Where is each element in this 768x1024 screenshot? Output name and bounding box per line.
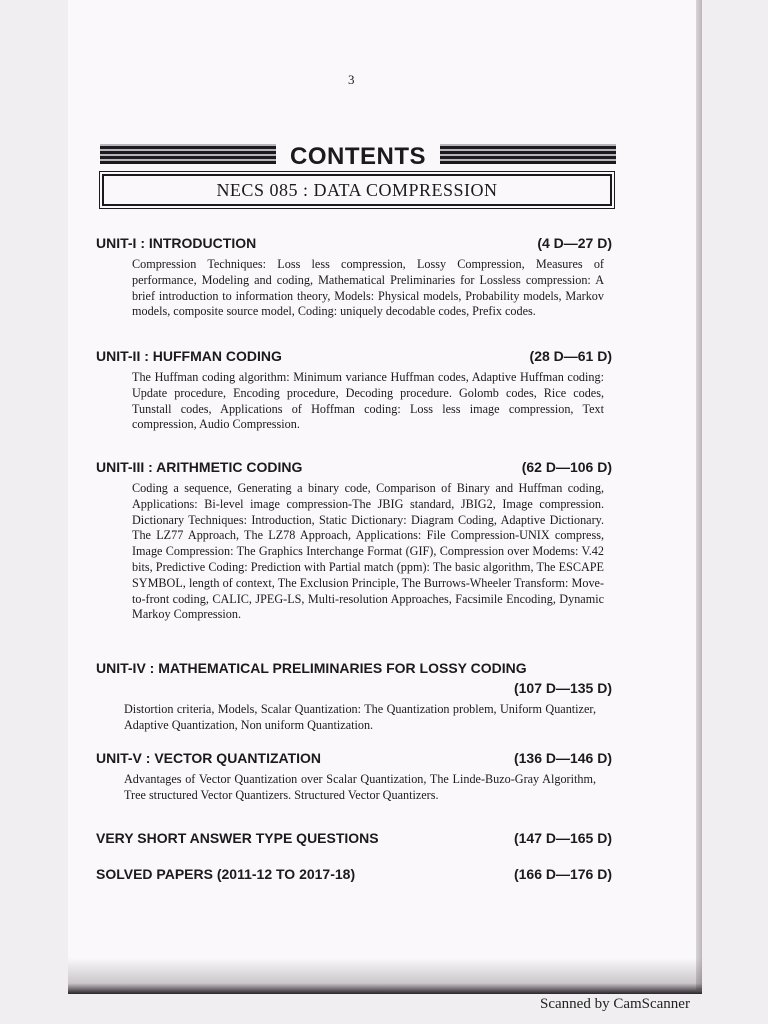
contents-title: CONTENTS (290, 143, 426, 170)
unit-page-range: (4 D—27 D) (537, 235, 612, 251)
unit-description: The Huffman coding algorithm: Minimum variance Huffman codes, Adaptive Huffman coding: Update procedure, Encoding procedure, Decoding procedure. Golomb codes, Rice codes, Tunstall codes, Applications of Hoffman coding: Loss less image compression, Text compression, Audio Compression. (132, 370, 604, 432)
unit-title: UNIT-II : HUFFMAN CODING (96, 348, 282, 364)
unit-description: Advantages of Vector Quantization over Scalar Quantization, The Linde-Buzo-Gray Algorithm, Tree structured Vector Quantizers. Structured Vector Quantizers. (124, 772, 596, 802)
unit-title: UNIT-V : VECTOR QUANTIZATION (96, 750, 322, 766)
entry-title: VERY SHORT ANSWER TYPE QUESTIONS (96, 830, 379, 846)
unit-heading (96, 750, 612, 770)
entry-page-range: (147 D—165 D) (513, 830, 612, 846)
unit-description: Distortion criteria, Models, Scalar Quantization: The Quantization problem, Uniform Quantizer, Adaptive Quantization, Non uniform Quantization. (124, 702, 596, 732)
unit-2 (96, 348, 612, 433)
unit-heading (96, 235, 612, 255)
unit-page-range: (136 D—146 D) (513, 750, 612, 766)
banner-bar-right (440, 144, 616, 164)
unit-description: Compression Techniques: Loss less compression, Lossy Compression, Measures of performance, Modeling and coding, Mathematical Preliminaries for Lossless compression: A brief introduction to information theory, Models: Physical models, Probability models, Markov models, composite source model, Coding: uniquely decodable codes, Prefix codes. (132, 257, 604, 319)
entry-title: SOLVED PAPERS (2011-12 TO 2017-18) (96, 866, 356, 882)
page-number: 3 (348, 72, 355, 87)
subject-title: NECS 085 : DATA COMPRESSION (102, 174, 612, 206)
solved-papers-entry (96, 866, 612, 886)
unit-description: Coding a sequence, Generating a binary code, Comparison of Binary and Huffman coding, Applications: Bi-level image compression-The JBIG standard, JBIG2, Image compression. Dictionary Techniques: Introduction, Static Dictionary: Diagram Coding, Adaptive Dictionary. The LZ77 Approach, The LZ78 Approach, Applications: File Compression-UNIX compress, Image Compression: The Graphics Interchange Format (GIF), Compression over Modems: V.42 bits, Predictive Coding: Prediction with Partial match (ppm): The basic algorithm, The ESCAPE SYMBOL, length of context, The Exclusion Principle, The Burrows-Wheeler Transform: Move-to-front coding, CALIC, JPEG-LS, Multi-resolution Approaches, Facsimile Encoding, Dynamic Markoy Compression. (132, 481, 604, 622)
banner-bar-left (100, 144, 276, 164)
page-edge (696, 0, 702, 990)
scanner-watermark: Scanned by CamScanner (540, 996, 690, 1012)
unit-page-range: (107 D—135 D) (513, 680, 612, 696)
unit-page-range: (28 D—61 D) (529, 348, 612, 364)
contents-banner (100, 140, 616, 174)
unit-title: UNIT-IV : MATHEMATICAL PRELIMINARIES FOR LOSSY CODING (96, 660, 527, 676)
scan-shadow (68, 958, 702, 994)
unit-page-range: (62 D—106 D) (521, 459, 612, 475)
unit-title: UNIT-III : ARITHMETIC CODING (96, 459, 303, 475)
unit-5 (96, 750, 612, 804)
entry-heading (96, 866, 612, 886)
unit-heading (96, 660, 612, 700)
entry-heading (96, 830, 612, 850)
unit-3 (96, 459, 612, 623)
very-short-answer-entry (96, 830, 612, 850)
unit-title: UNIT-I : INTRODUCTION (96, 235, 257, 251)
unit-heading (96, 459, 612, 479)
unit-4 (96, 660, 612, 734)
unit-1 (96, 235, 612, 320)
entry-page-range: (166 D—176 D) (513, 866, 612, 882)
unit-heading (96, 348, 612, 368)
